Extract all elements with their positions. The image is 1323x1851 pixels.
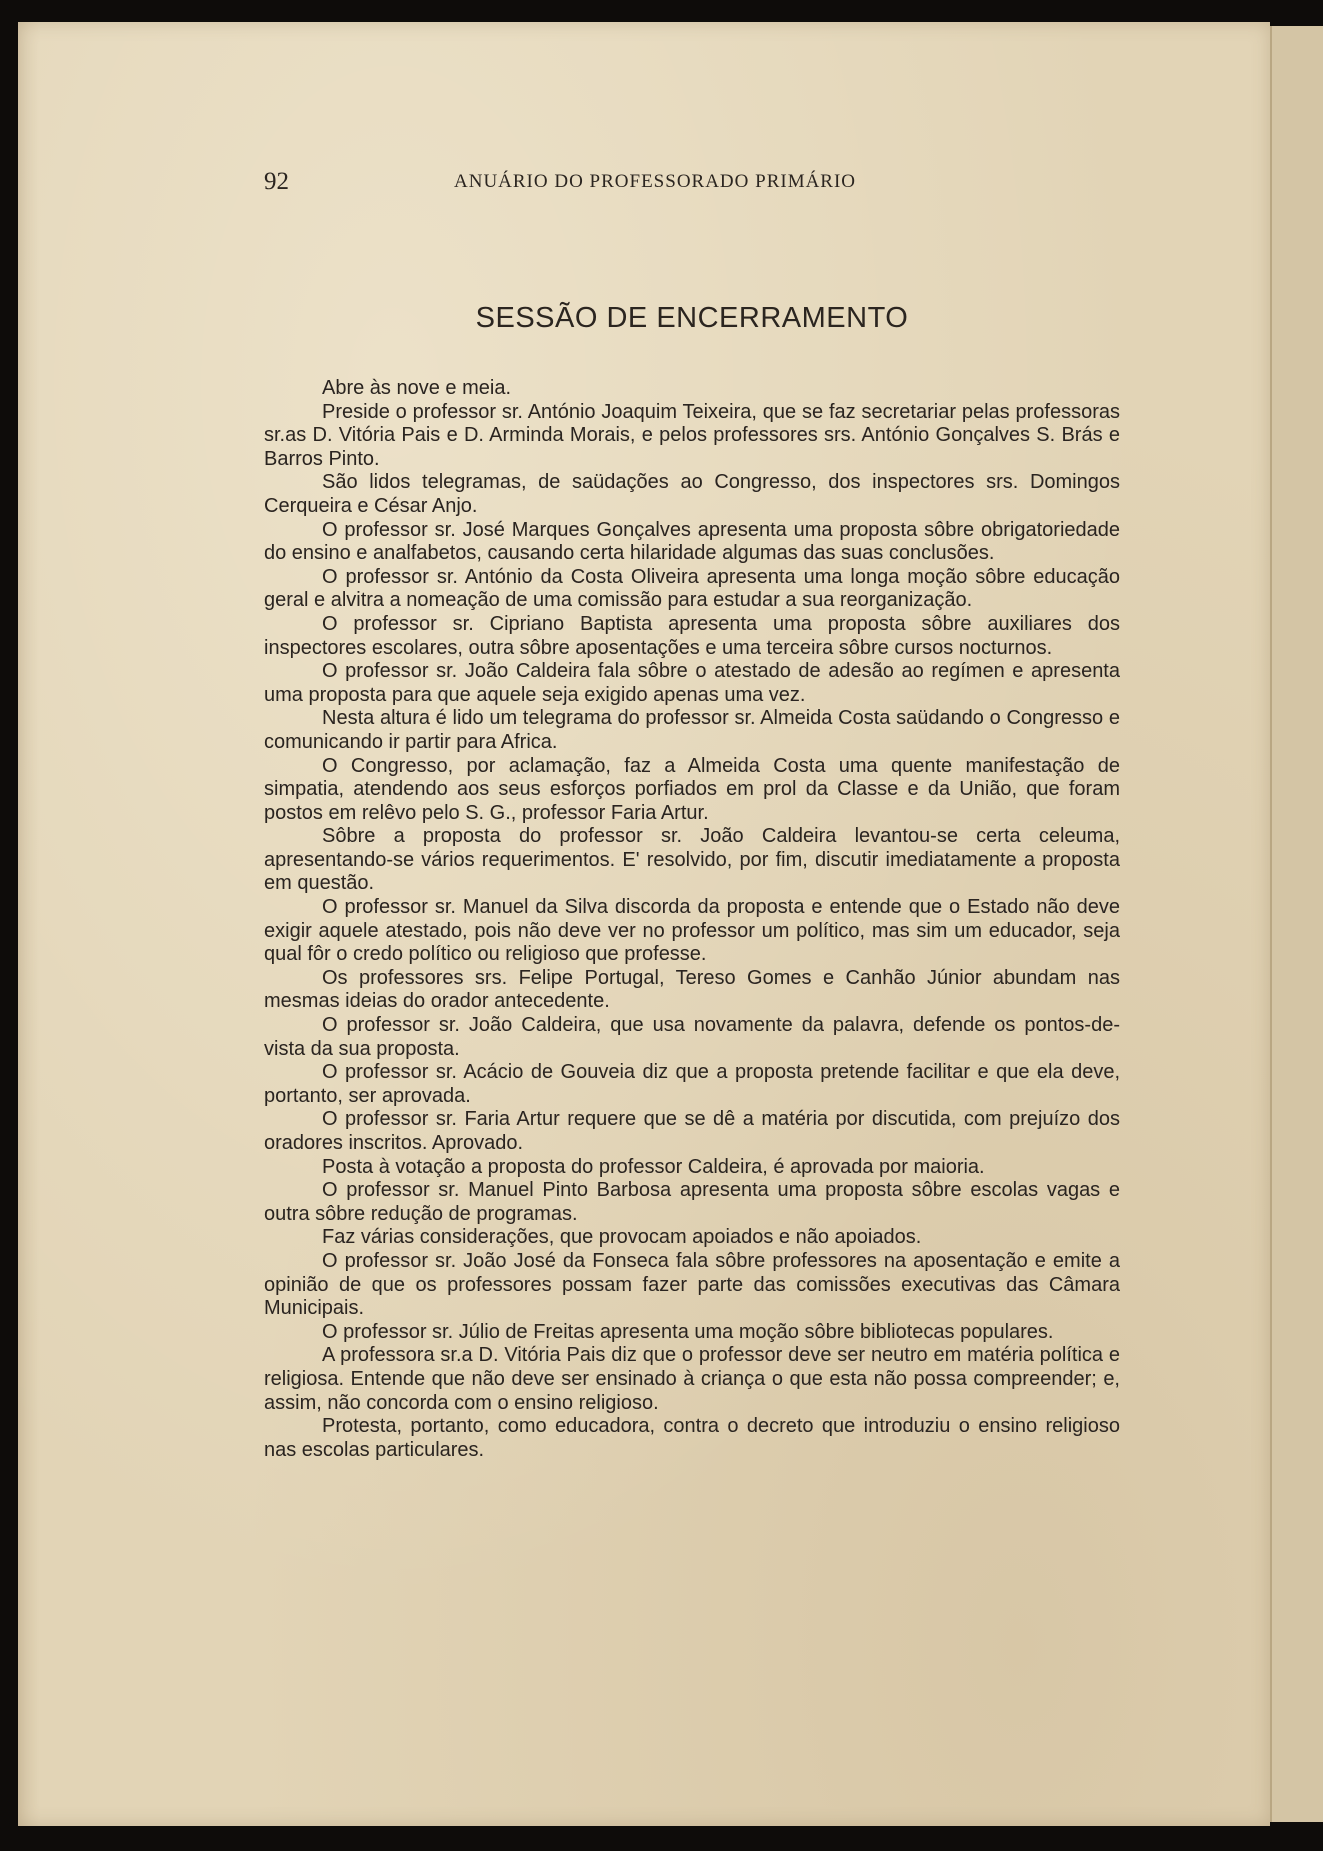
paragraph: São lidos telegramas, de saüdações ao Congresso, dos inspectores srs. Domingos Cerqueira e César Anjo. (264, 471, 1120, 517)
paragraph: O professor sr. João Caldeira fala sôbre o atestado de adesão ao regímen e apresenta uma proposta para que aquele seja exigido apenas uma vez. (264, 660, 1120, 706)
paragraph: Posta à votação a proposta do professor Caldeira, é aprovada por maioria. (322, 1155, 985, 1178)
page-number: 92 (264, 168, 289, 195)
paragraph: O professor sr. José Marques Gonçalves apresenta uma proposta sôbre obrigatoriedade do ensino e analfabetos, causando certa hilaridade algumas das suas conclusões. (264, 518, 1120, 565)
running-header (264, 168, 966, 202)
paragraph: O professor sr. Faria Artur requere que se dê a matéria por discutida, com prejuízo dos oradores inscritos. Aprovado. (264, 1108, 1120, 1154)
minutes-body (264, 377, 1120, 1462)
paragraph: Preside o professor sr. António Joaquim Teixeira, que se faz secretariar pelas professoras sr.as D. Vitória Pais e D. Arminda Morais, e pelos professores srs. António Gonçalves S. Brás e Barros Pinto. (264, 400, 1120, 470)
paragraph: Nesta altura é lido um telegrama do professor sr. Almeida Costa saüdando o Congresso e comunicando ir partir para Africa. (264, 707, 1120, 753)
paragraph: O professor sr. Acácio de Gouveia diz que a proposta pretende facilitar e que ela deve, portanto, ser aprovada. (264, 1061, 1120, 1107)
paragraph: O professor sr. Manuel da Silva discorda da proposta e entende que o Estado não deve exigir aquele atestado, pois não deve ver no professor um político, mas sim um educador, seja qual fôr o credo político ou religioso que professe. (264, 896, 1120, 966)
running-title: ANUÁRIO DO PROFESSORADO PRIMÁRIO (454, 171, 857, 192)
paragraph: Faz várias considerações, que provocam apoiados e não apoiados. (322, 1226, 922, 1249)
paragraph: A professora sr.a D. Vitória Pais diz que o professor deve ser neutro em matéria política e religiosa. Entende que não deve ser ensinado à criança o que esta não possa compreender; e, assim, não concorda com o ensino religioso. (264, 1344, 1120, 1414)
paragraph: Sôbre a proposta do professor sr. João Caldeira levantou-se certa celeuma, apresentando-se vários requerimentos. E' resolvido, por fim, discutir imediatamente a proposta em questão. (264, 825, 1120, 895)
paragraph: Abre às nove e meia. (322, 377, 511, 399)
paragraph: Os professores srs. Felipe Portugal, Tereso Gomes e Canhão Júnior abundam nas mesmas ideias do orador antecedente. (264, 966, 1120, 1013)
paragraph: O Congresso, por aclamação, faz a Almeida Costa uma quente manifestação de simpatia, atendendo aos seus esforços porfiados em prol da Classe e da União, que foram postos em relêvo pelo S. G., professor Faria Artur. (264, 754, 1120, 824)
paragraph: O professor sr. João Caldeira, que usa novamente da palavra, defende os pontos-de-vista da sua proposta. (264, 1014, 1120, 1060)
paragraph: O professor sr. António da Costa Oliveira apresenta uma longa moção sôbre educação geral e alvitra a nomeação de uma comissão para estudar a sua reorganização. (264, 565, 1120, 612)
adjacent-page-edge (1270, 26, 1323, 1822)
paragraph: Protesta, portanto, como educadora, contra o decreto que introduziu o ensino religioso nas escolas particulares. (264, 1415, 1120, 1461)
paragraph: O professor sr. João José da Fonseca fala sôbre professores na aposentação e emite a opinião de que os professores possam fazer parte das comissões executivas das Câmara Municipais. (264, 1249, 1120, 1320)
paragraph: O professor sr. Manuel Pinto Barbosa apresenta uma proposta sôbre escolas vagas e outra sôbre redução de programas. (264, 1179, 1120, 1225)
section-title: SESSÃO DE ENCERRAMENTO (475, 302, 909, 334)
paragraph: O professor sr. Cipriano Baptista apresenta uma proposta sôbre auxiliares dos inspectores escolares, outra sôbre aposentações e uma terceira sôbre cursos nocturnos. (264, 612, 1120, 659)
paragraph: O professor sr. Júlio de Freitas apresenta uma moção sôbre bibliotecas populares. (322, 1320, 1054, 1343)
